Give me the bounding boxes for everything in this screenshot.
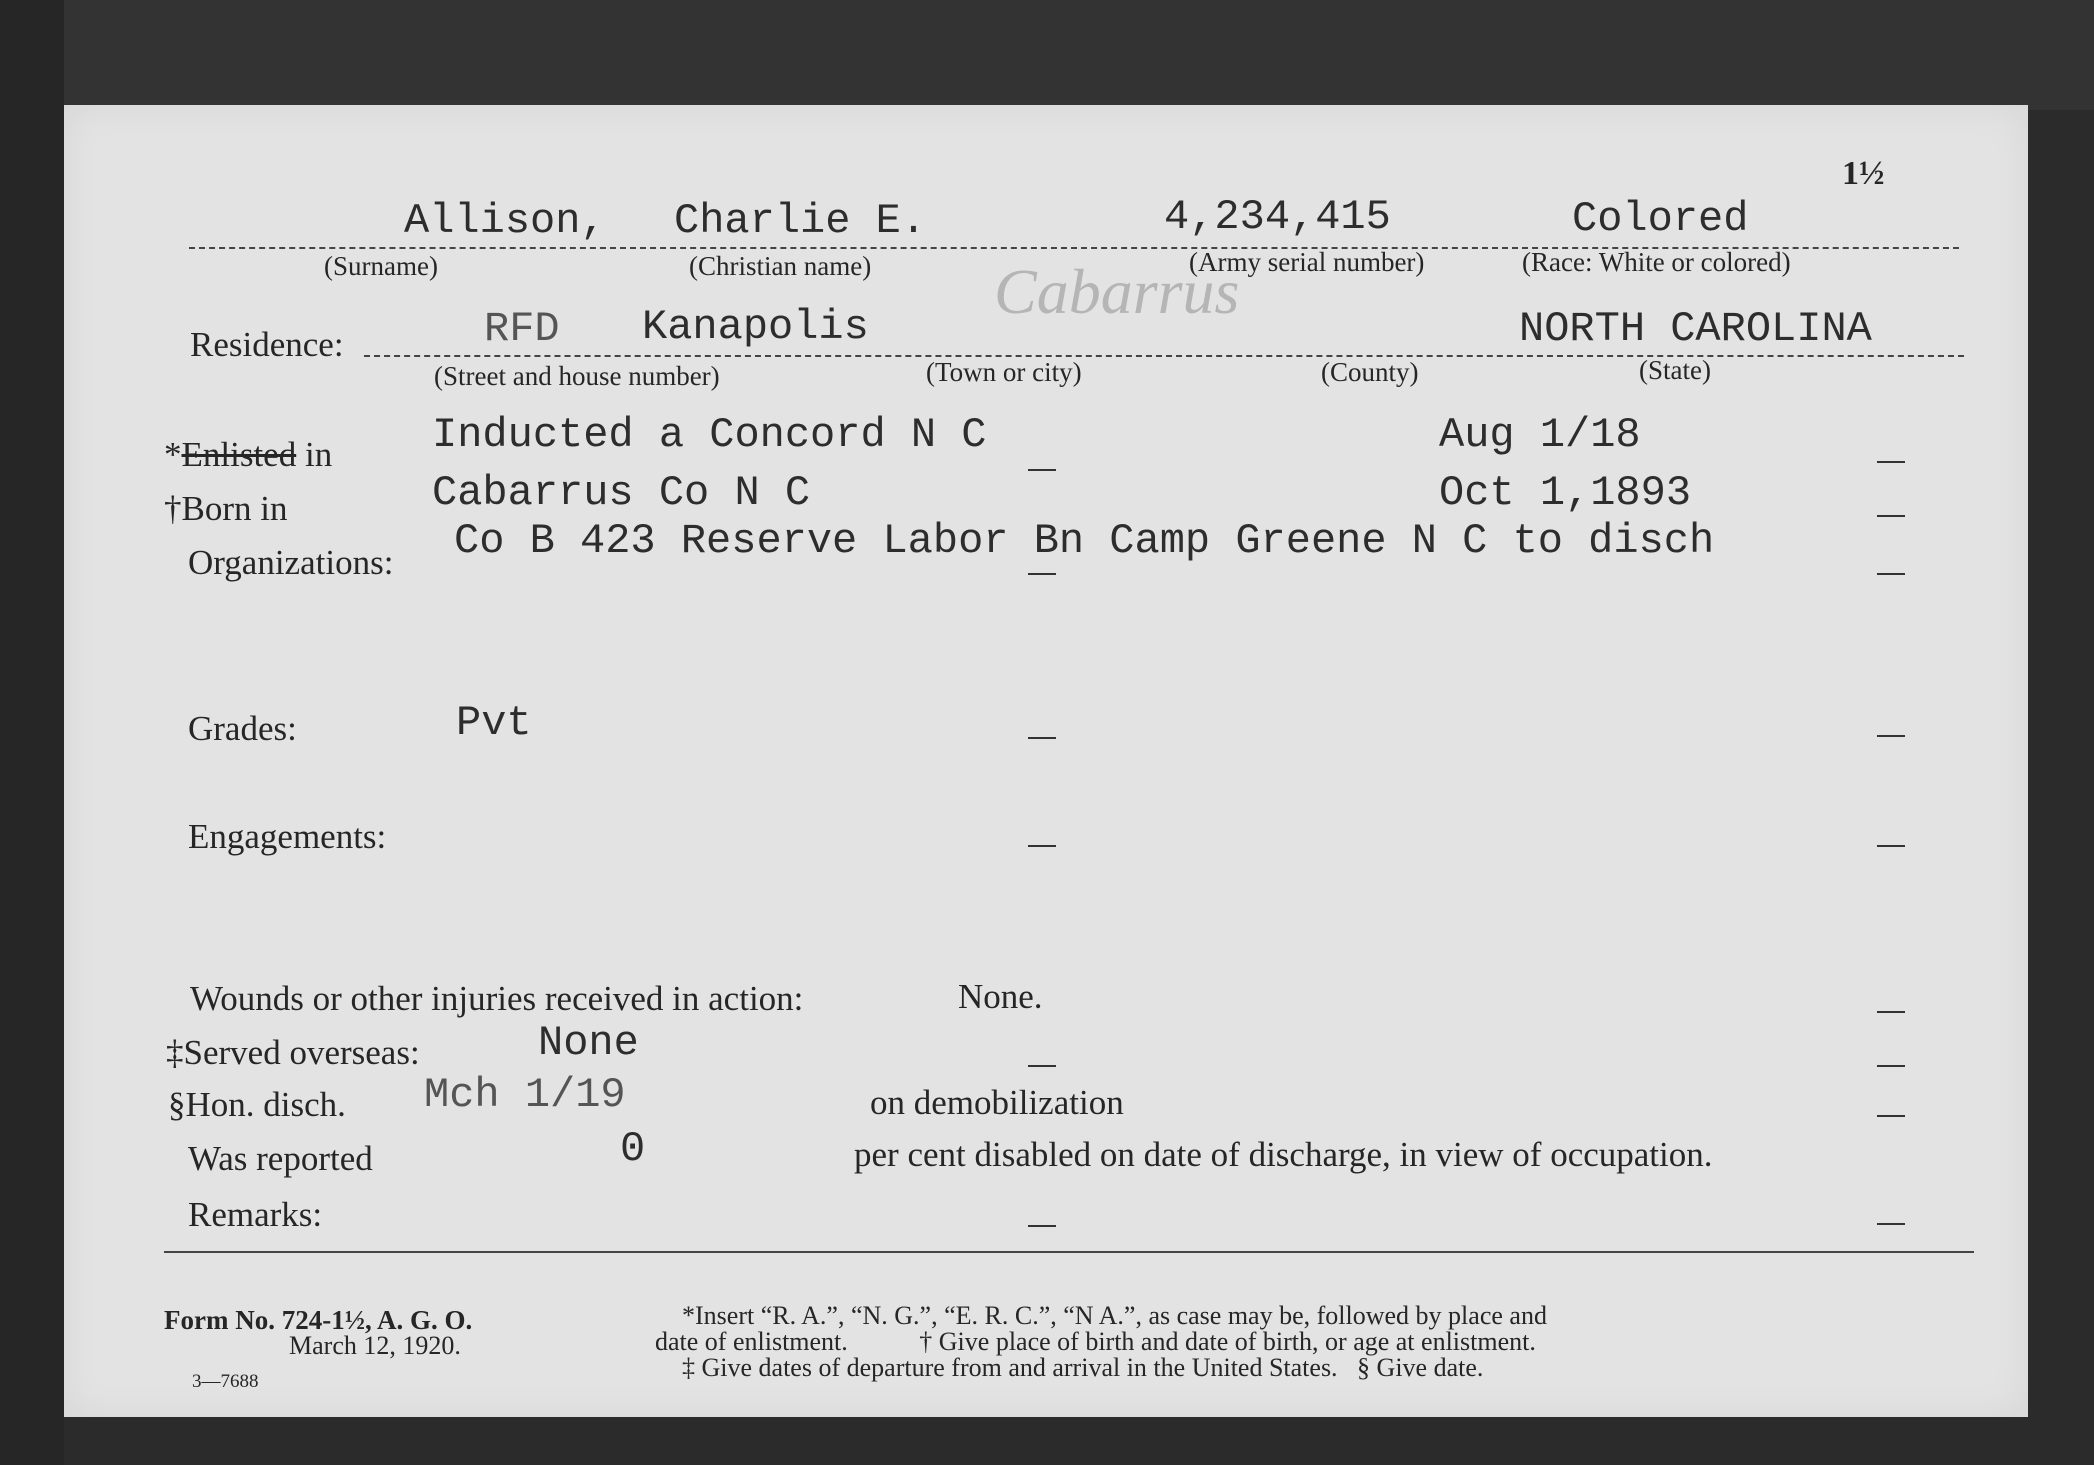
tick [1877,461,1905,463]
surname-value: Allison, [404,197,606,245]
wounds-value: None. [958,977,1043,1016]
enlisted-label [164,435,332,475]
christian-name-value: Charlie E. [674,197,927,245]
tick [1028,469,1056,471]
footnote-line-2: date of enlistment. † Give place of birth and date of birth, or age at enlistment. [655,1327,1536,1356]
service-record-card [64,105,2028,1417]
residence-line [364,355,1964,357]
county-caption: (County) [1321,357,1419,387]
serial-number-caption: (Army serial number) [1189,247,1425,277]
residence-street-value: RFD [484,305,560,353]
residence-state-value: NORTH CAROLINA [1519,305,1872,353]
born-label: †Born in [164,489,288,528]
served-overseas-label: ‡Served overseas: [166,1033,420,1072]
tick [1028,845,1056,847]
tick [1877,1011,1905,1013]
was-reported-label: Was reported [188,1139,373,1178]
hon-disch-value: Mch 1/19 [424,1071,626,1119]
tick [1877,515,1905,517]
footer-rule [164,1251,1974,1253]
engagements-label: Engagements: [188,817,387,856]
tick [1877,735,1905,737]
served-overseas-value: None [538,1019,639,1067]
enlisted-value: Inducted a Concord N C [432,411,987,459]
tick [1877,573,1905,575]
scanner-background-left [0,0,64,1465]
tick [1877,1223,1905,1225]
card-number: 1½ [1842,155,1885,192]
tick [1028,737,1056,739]
town-caption: (Town or city) [926,357,1082,387]
state-caption: (State) [1639,355,1711,385]
street-caption: (Street and house number) [434,361,720,391]
serial-number-value: 4,234,415 [1164,193,1391,241]
race-value: Colored [1572,195,1749,243]
grades-value: Pvt [456,699,532,747]
scanner-background-top [0,0,2094,110]
enlisted-suffix: in [304,435,333,474]
born-date: Oct 1,1893 [1439,469,1692,517]
race-caption: (Race: White or colored) [1522,247,1791,277]
residence-county-handwritten: Cabarrus [994,256,1240,327]
enlisted-date: Aug 1/18 [1439,411,1641,459]
organizations-label: Organizations: [188,543,394,582]
tick [1028,1065,1056,1067]
grades-label: Grades: [188,709,297,748]
form-number: Form No. 724-1½, A. G. O. [164,1305,473,1335]
enlisted-mark: * [164,435,182,474]
tick [1028,1225,1056,1227]
hon-disch-note: on demobilization [870,1083,1124,1122]
tick [1877,1065,1905,1067]
residence-town-value: Kanapolis [642,303,869,351]
born-value: Cabarrus Co N C [432,469,811,517]
was-reported-note: per cent disabled on date of discharge, in view of occupation. [854,1135,1713,1174]
hon-disch-label: §Hon. disch. [168,1085,346,1124]
wounds-label: Wounds or other injuries received in action: [190,979,804,1018]
tick [1877,1115,1905,1117]
residence-label: Residence: [190,325,344,364]
footnote-line-1: *Insert “R. A.”, “N. G.”, “E. R. C.”, “N A.”, as case may be, followed by place and [682,1301,1547,1330]
was-reported-value: 0 [620,1125,646,1173]
footnote-line-3: ‡ Give dates of departure from and arrival in the United States. § Give date. [682,1353,1484,1382]
form-date: March 12, 1920. [289,1331,461,1360]
print-code: 3—7688 [192,1371,259,1392]
tick [1877,845,1905,847]
christian-name-caption: (Christian name) [689,251,872,281]
surname-caption: (Surname) [324,251,438,281]
enlisted-struck-word: Enlisted [181,435,297,474]
remarks-label: Remarks: [188,1195,323,1234]
tick [1028,573,1056,575]
organizations-value: Co B 423 Reserve Labor Bn Camp Greene N C to disch [454,517,1715,565]
